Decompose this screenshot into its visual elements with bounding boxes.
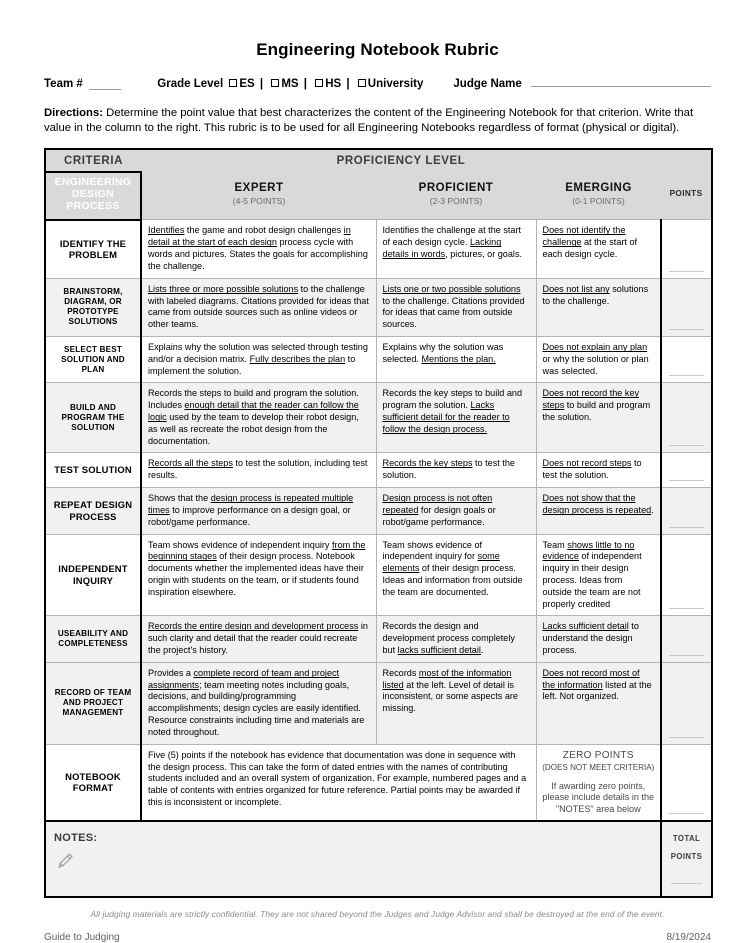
page-title: Engineering Notebook Rubric — [256, 40, 499, 59]
criterion-label: USEABILITY AND COMPLETENESS — [45, 616, 141, 662]
table-row — [45, 662, 712, 744]
cell-expert: Explains why the solution was selected through testing and/or a decision matrix. Fully describes the plan to implement the solution. — [141, 336, 376, 382]
cell-expert: Team shows evidence of independent inquiry from the beginning stages of their design process. Notebook documents whether the implemented ideas have their origin with students on the team, or if students found inspiration elsewhere. — [141, 534, 376, 616]
table-row-notebook-format — [45, 744, 712, 821]
team-number-label: Team # — [44, 78, 83, 90]
separator-1: | — [259, 78, 264, 90]
cell-emerging: Does not show that the design process is repeated. — [536, 488, 661, 534]
footer-left-text: Guide to Judging — [44, 931, 120, 943]
zero-points-subtitle: (DOES NOT MEET CRITERIA) — [542, 762, 655, 772]
grade-option-university: University — [367, 78, 424, 90]
table-header-levels — [45, 172, 712, 220]
total-points-label: TOTAL POINTS — [670, 833, 703, 861]
total-points-fill-line — [671, 883, 702, 884]
level-points-emerging: (0-1 POINTS) — [572, 195, 625, 206]
table-row — [45, 453, 712, 488]
cell-emerging: Does not explain any plan or why the solution or plan was selected. — [536, 336, 661, 382]
header-level-proficient — [376, 172, 536, 220]
points-input-cell[interactable] — [661, 383, 712, 453]
grade-level-group — [157, 78, 423, 90]
cell-emerging: Does not list any solutions to the challenge. — [536, 278, 661, 336]
level-points-expert: (4-5 POINTS) — [232, 195, 286, 206]
cell-expert: Lists three or more possible solutions to the challenge with labeled diagrams. Citations provided for ideas that came from outside sources such as online videos or other teams. — [141, 278, 376, 336]
table-row — [45, 278, 712, 336]
cell-expert: Identifies the game and robot design challenges in detail at the start of each design process cycle with words and pictures. States the goals for accomplishing the challenge. — [141, 220, 376, 278]
cell-expert: Records all the steps to test the solution, including test results. — [141, 453, 376, 488]
points-fill-line — [669, 445, 704, 446]
table-row — [45, 336, 712, 382]
table-row — [45, 534, 712, 616]
zero-points-title: ZERO POINTS — [562, 749, 634, 761]
grade-option-hs: HS — [325, 78, 342, 90]
directions-paragraph — [44, 106, 711, 137]
cell-emerging: Does not record steps to test the solution. — [536, 453, 661, 488]
cell-proficient: Records most of the information listed at the left. Level of detail is inconsistent, or some aspects are missing. — [376, 662, 536, 744]
points-input-cell[interactable] — [661, 662, 712, 744]
table-row — [45, 616, 712, 662]
cell-proficient: Lists one or two possible solutions to the challenge. Citations provided for ideas that came from outside sources. — [376, 278, 536, 336]
notes-label: NOTES: — [54, 831, 98, 844]
points-input-cell[interactable] — [661, 336, 712, 382]
rubric-table-body — [45, 149, 712, 897]
cell-proficient: Records the key steps to build and program the solution. Lacks sufficient detail for the reader to follow the design process. — [376, 383, 536, 453]
points-fill-line — [669, 737, 704, 738]
points-fill-line — [669, 271, 704, 272]
cell-emerging: Does not record the key steps to build and program the solution. — [536, 383, 661, 453]
criterion-label: RECORD OF TEAM AND PROJECT MANAGEMENT — [45, 662, 141, 744]
cell-proficient: Records the design and development process completely but lacks sufficient detail. — [376, 616, 536, 662]
identification-row — [44, 75, 711, 90]
table-row — [45, 220, 712, 278]
cell-proficient: Records the key steps to test the solution. — [376, 453, 536, 488]
header-criteria: CRITERIA — [45, 149, 141, 172]
directions-text: Determine the point value that best characterizes the content of the Engineering Notebook for that criterion. Write that value in the column to the right. This rubric is to be used for all Engineering Notebooks regardless of format (physical or digital). — [44, 107, 694, 135]
notes-area[interactable] — [45, 821, 661, 897]
header-spacer — [661, 149, 712, 172]
points-input-cell[interactable] — [661, 278, 712, 336]
points-fill-line — [669, 375, 704, 376]
points-input-cell[interactable] — [661, 453, 712, 488]
header-engineering-design-process: ENGINEERING DESIGN PROCESS — [45, 172, 141, 220]
points-input-cell[interactable] — [661, 220, 712, 278]
cell-notebook-format-description: Five (5) points if the notebook has evidence that documentation was done in sequence with the design process. This can take the form of dated entries with the names of contributing students included and an overall system of organization. For example, numbered pages and a table of contents with entries organized for future reference. Partial points may be awarded if this is inconsistent or incomplete. — [141, 744, 536, 821]
points-input-cell[interactable] — [661, 534, 712, 616]
table-row — [45, 383, 712, 453]
judge-name-label: Judge Name — [453, 78, 522, 90]
points-fill-line — [669, 608, 704, 609]
level-name-proficient: PROFICIENT — [418, 181, 494, 194]
page-footer — [44, 932, 711, 943]
rubric-table — [44, 148, 713, 898]
level-points-proficient: (2-3 POINTS) — [429, 195, 483, 206]
checkbox-ms[interactable] — [271, 79, 279, 87]
judge-name-input[interactable] — [531, 75, 711, 87]
directions-label: Directions: — [44, 107, 104, 119]
cell-proficient: Explains why the solution was selected. Mentions the plan. — [376, 336, 536, 382]
criterion-label: BUILD AND PROGRAM THE SOLUTION — [45, 383, 141, 453]
cell-proficient: Identifies the challenge at the start of each design cycle. Lacking details in words, pictures, or goals. — [376, 220, 536, 278]
cell-proficient: Design process is not often repeated for design goals or robot/game performance. — [376, 488, 536, 534]
criterion-label: NOTEBOOK FORMAT — [45, 744, 141, 821]
notes-row — [45, 821, 712, 897]
checkbox-es[interactable] — [229, 79, 237, 87]
criterion-label: IDENTIFY THE PROBLEM — [45, 220, 141, 278]
cell-emerging: Lacks sufficient detail to understand the design process. — [536, 616, 661, 662]
points-fill-line — [669, 527, 704, 528]
header-proficiency-level: PROFICIENCY LEVEL — [141, 149, 661, 172]
table-row — [45, 488, 712, 534]
cell-emerging: Does not record most of the information listed at the left. Not organized. — [536, 662, 661, 744]
level-name-expert: EXPERT — [234, 181, 284, 194]
points-fill-line — [669, 813, 704, 814]
checkbox-university[interactable] — [358, 79, 366, 87]
grade-option-es: ES — [239, 78, 255, 90]
pencil-icon — [54, 850, 652, 877]
points-input-cell[interactable] — [661, 744, 712, 821]
grade-level-label: Grade Level — [157, 78, 224, 90]
cell-expert: Provides a complete record of team and project assignments; team meeting notes including goals, decisions, and building/programming accomplishments; design cycles are easily identified. Resource constraints including time and materials are noted throughout. — [141, 662, 376, 744]
judge-name-group — [453, 75, 711, 90]
cell-expert: Records the entire design and development process in such clarity and detail that the reader could recreate the project's history. — [141, 616, 376, 662]
header-points: POINTS — [661, 172, 712, 220]
points-input-cell[interactable] — [661, 616, 712, 662]
confidentiality-note: All judging materials are strictly confidential. They are not shared beyond the Judges and Judge Advisor and shall be destroyed at the end of the event. — [90, 908, 665, 919]
team-number-input[interactable] — [89, 78, 122, 90]
criterion-label: TEST SOLUTION — [45, 453, 141, 488]
points-fill-line — [669, 480, 704, 481]
level-name-emerging: EMERGING — [565, 181, 632, 194]
cell-emerging: Team shows little to no evidence of independent inquiry in their design process. Ideas from outside the team are not properly credited — [536, 534, 661, 616]
points-input-cell[interactable] — [661, 488, 712, 534]
criterion-label: BRAINSTORM, DIAGRAM, OR PROTOTYPE SOLUTIONS — [45, 278, 141, 336]
header-level-expert — [141, 172, 376, 220]
separator-3: | — [346, 78, 350, 90]
criterion-label: INDEPENDENT INQUIRY — [45, 534, 141, 616]
points-fill-line — [669, 655, 704, 656]
cell-expert: Shows that the design process is repeated multiple times to improve performance on a design goal, or robot/game performance. — [141, 488, 376, 534]
cell-emerging: Does not identify the challenge at the start of each design cycle. — [536, 220, 661, 278]
checkbox-hs[interactable] — [315, 79, 323, 87]
criterion-label: SELECT BEST SOLUTION AND PLAN — [45, 336, 141, 382]
cell-proficient: Team shows evidence of independent inquiry for some elements of their design process. Ideas and information from outside the team are documented. — [376, 534, 536, 616]
grade-option-ms: MS — [281, 78, 299, 90]
cell-expert: Records the steps to build and program the solution. Includes enough detail that the reader can follow the logic used by the team to develop their robot design, as well as recreate the robot design from the documentation. — [141, 383, 376, 453]
zero-points-note: If awarding zero points, please include details in the "NOTES" area below — [542, 780, 655, 815]
header-level-emerging — [536, 172, 661, 220]
table-header-top — [45, 149, 712, 172]
cell-zero-points — [536, 744, 661, 821]
criterion-label: REPEAT DESIGN PROCESS — [45, 488, 141, 534]
total-points-cell[interactable] — [661, 821, 712, 897]
points-fill-line — [669, 329, 704, 330]
footer-date: 8/19/2024 — [666, 931, 711, 943]
separator-2: | — [303, 78, 307, 90]
